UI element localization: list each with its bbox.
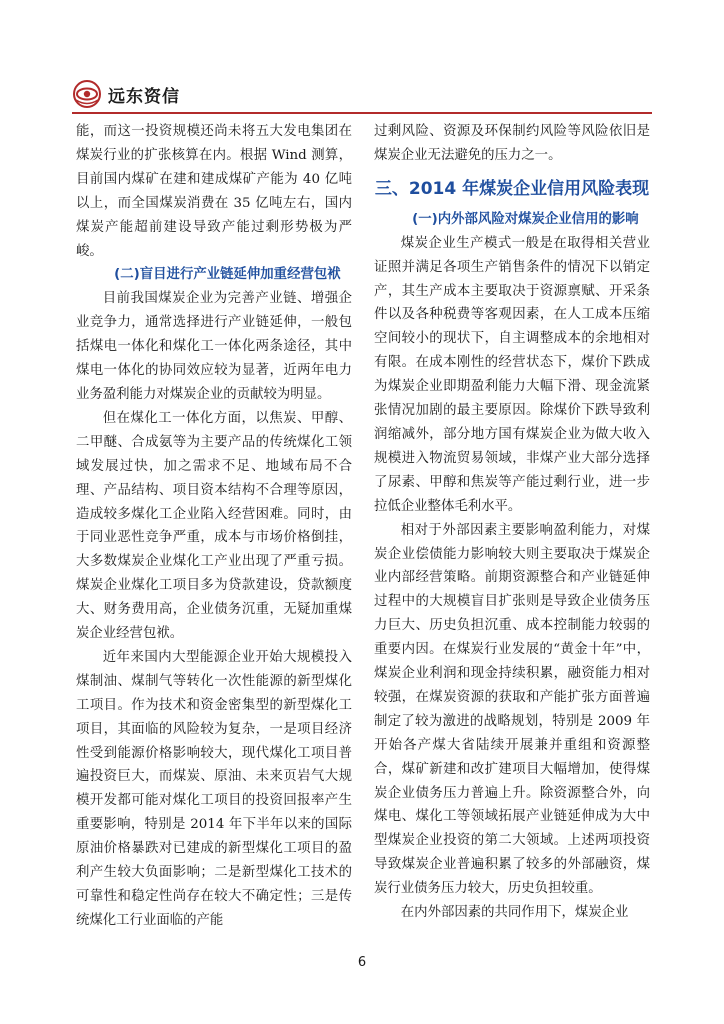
subheading: (一)内外部风险对煤炭企业信用的影响 (412, 211, 639, 227)
paragraph: 近年来国内大型能源企业开始大规模投入煤制油、煤制气等转化一次性能源的新型煤化工项目。作为技术和资金密集型的新型煤化工项目，其面临的风险较为复杂，一是项目经济性受到能源价格影响较大，现代煤化工项目普遍投资巨大，而煤炭、原油、未来页岩气大规模开发都可能对煤化工项目的投资回报率产生重要影响，特别是 2014 年下半年以来的国际原油价格暴跌对已建成的新型煤化工项目的盈利产生较大负面影响；二是新型煤化工技术的可靠性和稳定性尚存在较大不确定性；三是传统煤化工行业面临的产能 (76, 649, 352, 928)
paragraph: 过剩风险、资源及环保制约风险等风险依旧是煤炭企业无法避免的压力之一。 (374, 124, 650, 163)
paragraph: 能，而这一投资规模还尚未将五大发电集团在煤炭行业的扩张核算在内。根据 Wind 测算，目前国内煤矿在建和建成煤矿产能为 40 亿吨以上，而全国煤炭消费在 35 亿吨左右，国内煤炭产能超前建设导致产能过剩形势极为严峻。 (76, 124, 352, 259)
right-column (374, 120, 650, 925)
paragraph: 在内外部因素的共同作用下，煤炭企业 (400, 905, 629, 921)
paragraph: 目前我国煤炭企业为完善产业链、增强企业竞争力，通常选择进行产业链延伸，一般包括煤电一体化和煤化工一体化两条途径，其中煤电一体化的协同效应较为显著，近两年电力业务盈利能力对煤炭企业的贡献较为明显。 (76, 291, 352, 402)
left-column (76, 120, 352, 933)
header-divider (72, 112, 652, 114)
page-header (72, 74, 180, 114)
brand-logo-icon (72, 79, 102, 109)
section-heading: 三、2014 年煤炭企业信用风险表现 (374, 178, 650, 199)
paragraph: 煤炭企业生产模式一般是在取得相关营业证照并满足各项生产销售条件的情况下以销定产，其生产成本主要取决于资源禀赋、开采条件以及各种税费等客观因素，在人工成本压缩空间较小的现状下，自主调整成本的余地相对有限。在成本刚性的经营状态下，煤价下跌成为煤炭企业即期盈利能力大幅下滑、现金流紧张情况加剧的最主要原因。除煤价下跌导致利润缩减外，部分地方国有煤炭企业为做大收入规模进入物流贸易领域，非煤产业大部分选择了尿素、甲醇和焦炭等产能过剩行业，进一步拉低企业整体毛利水平。 (374, 235, 650, 514)
paragraph: 但在煤化工一体化方面，以焦炭、甲醇、二甲醚、合成氨等为主要产品的传统煤化工领域发展过快，加之需求不足、地域布局不合理、产品结构、项目资本结构不合理等原因，造成较多煤化工企业陷入经营困难。同时，由于同业恶性竞争严重，成本与市场价格倒挂，大多数煤炭企业煤化工产业出现了严重亏损。煤炭企业煤化工项目多为贷款建设，贷款额度大、财务费用高，企业债务沉重，无疑加重煤炭企业经营包袱。 (76, 410, 352, 642)
subheading: (二)盲目进行产业链延伸加重经营包袱 (114, 267, 341, 283)
paragraph: 相对于外部因素主要影响盈利能力，对煤炭企业偿债能力影响较大则主要取决于煤炭企业内部经营策略。前期资源整合和产业链延伸过程中的大规模盲目扩张则是导致企业债务压力巨大、历史负担沉重、成本控制能力较弱的重要内因。在煤炭行业发展的“黄金十年”中，煤炭企业利润和现金持续积累，融资能力相对较强，在煤炭资源的获取和产能扩张方面普遍制定了较为激进的战略规划，特别是 2009 年开始各产煤大省陆续开展兼并重组和资源整合，煤矿新建和改扩建项目大幅增加，使得煤炭企业债务压力普遍上升。除资源整合外，向煤电、煤化工等领域拓展产业链延伸成为大中型煤炭企业投资的第二大领域。上述两项投资导致煤炭企业普遍积累了较多的外部融资，煤炭行业债务压力较大，历史负担较重。 (374, 522, 650, 897)
page-number: 6 (357, 955, 367, 970)
brand-name: 远东资信 (108, 86, 180, 107)
